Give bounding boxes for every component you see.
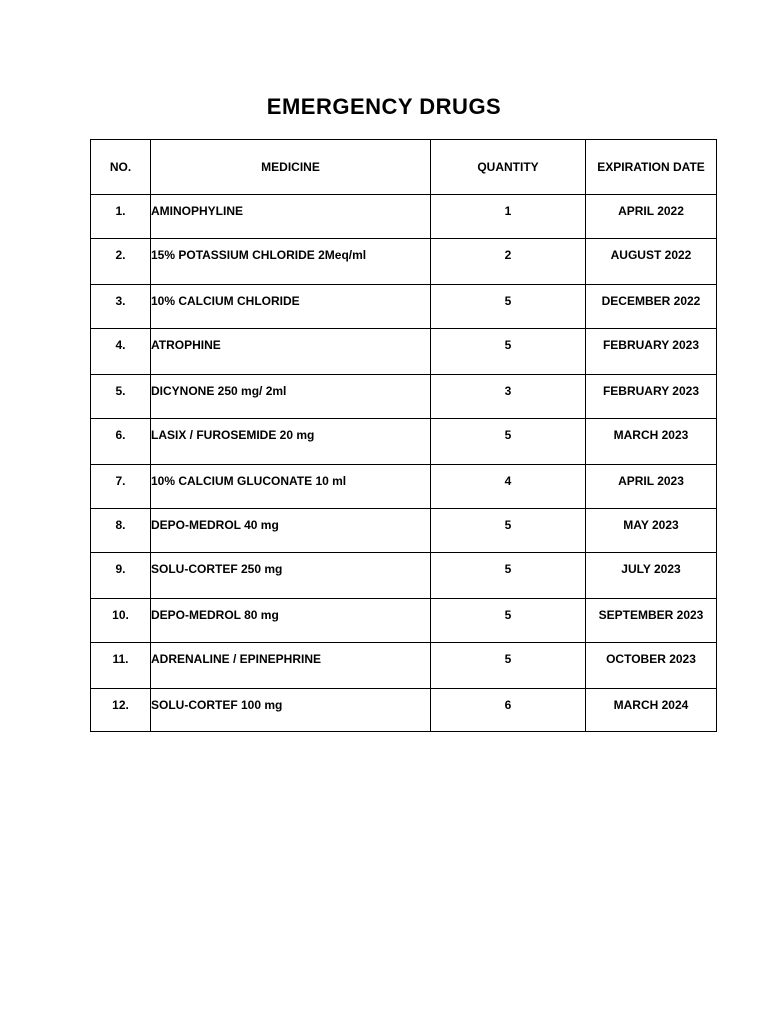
medicine-name: AMINOPHYLINE — [151, 195, 431, 239]
medicine-name: 10% CALCIUM CHLORIDE — [151, 285, 431, 329]
row-number: 8. — [91, 509, 151, 553]
page-title: EMERGENCY DRUGS — [266, 94, 502, 119]
expiration-date: FEBRUARY 2023 — [586, 329, 717, 375]
expiration-date: DECEMBER 2022 — [586, 285, 717, 329]
medicine-name: DICYNONE 250 mg/ 2ml — [151, 375, 431, 419]
table-row — [91, 195, 717, 239]
expiration-date: MARCH 2023 — [586, 419, 717, 465]
medicine-name: ATROPHINE — [151, 329, 431, 375]
medicine-name: DEPO-MEDROL 40 mg — [151, 509, 431, 553]
expiration-date: APRIL 2022 — [586, 195, 717, 239]
table-row — [91, 643, 717, 689]
row-number: 1. — [91, 195, 151, 239]
quantity-value: 5 — [431, 329, 586, 375]
medicine-name: SOLU-CORTEF 250 mg — [151, 553, 431, 599]
quantity-value: 3 — [431, 375, 586, 419]
quantity-value: 1 — [431, 195, 586, 239]
quantity-value: 5 — [431, 419, 586, 465]
expiration-date: SEPTEMBER 2023 — [586, 599, 717, 643]
expiration-date: OCTOBER 2023 — [586, 643, 717, 689]
row-number: 2. — [91, 239, 151, 285]
expiration-date: AUGUST 2022 — [586, 239, 717, 285]
table-row — [91, 599, 717, 643]
row-number: 11. — [91, 643, 151, 689]
row-number: 10. — [91, 599, 151, 643]
row-number: 7. — [91, 465, 151, 509]
row-number: 5. — [91, 375, 151, 419]
header-quantity: QUANTITY — [431, 140, 586, 195]
quantity-value: 5 — [431, 509, 586, 553]
table-row — [91, 465, 717, 509]
expiration-date: FEBRUARY 2023 — [586, 375, 717, 419]
expiration-date: MAY 2023 — [586, 509, 717, 553]
table-body — [91, 195, 717, 732]
row-number: 4. — [91, 329, 151, 375]
medicine-name: SOLU-CORTEF 100 mg — [151, 689, 431, 732]
medicine-name: DEPO-MEDROL 80 mg — [151, 599, 431, 643]
quantity-value: 2 — [431, 239, 586, 285]
medicine-name: ADRENALINE / EPINEPHRINE — [151, 643, 431, 689]
table-row — [91, 509, 717, 553]
medicine-name: LASIX / FUROSEMIDE 20 mg — [151, 419, 431, 465]
quantity-value: 5 — [431, 553, 586, 599]
header-expiration-date: EXPIRATION DATE — [586, 140, 717, 195]
row-number: 12. — [91, 689, 151, 732]
table-row — [91, 689, 717, 732]
quantity-value: 5 — [431, 643, 586, 689]
medicine-name: 10% CALCIUM GLUCONATE 10 ml — [151, 465, 431, 509]
row-number: 9. — [91, 553, 151, 599]
table-header-row — [91, 140, 717, 195]
emergency-drugs-table — [90, 139, 717, 732]
header-no: NO. — [91, 140, 151, 195]
medicine-name: 15% POTASSIUM CHLORIDE 2Meq/ml — [151, 239, 431, 285]
quantity-value: 5 — [431, 285, 586, 329]
expiration-date: APRIL 2023 — [586, 465, 717, 509]
table-row — [91, 239, 717, 285]
header-medicine: MEDICINE — [151, 140, 431, 195]
expiration-date: MARCH 2024 — [586, 689, 717, 732]
table-row — [91, 553, 717, 599]
table-row — [91, 329, 717, 375]
row-number: 3. — [91, 285, 151, 329]
row-number: 6. — [91, 419, 151, 465]
table-row — [91, 285, 717, 329]
table-row — [91, 419, 717, 465]
quantity-value: 4 — [431, 465, 586, 509]
table-row — [91, 375, 717, 419]
expiration-date: JULY 2023 — [586, 553, 717, 599]
quantity-value: 5 — [431, 599, 586, 643]
quantity-value: 6 — [431, 689, 586, 732]
